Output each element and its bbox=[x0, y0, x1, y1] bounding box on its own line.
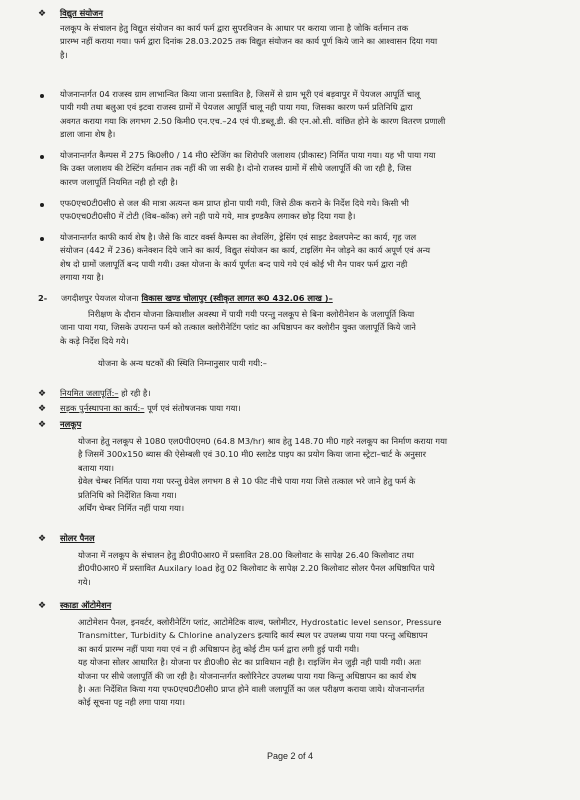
section-solar-title: सोलर पैनल bbox=[60, 533, 95, 543]
text-line: योजनान्तर्गत काफी कार्य शेष है। जैसे कि वाटर वर्क्स कैम्पस का लेवलिंग, ड्रेसिंग एवं साइट डेवलपमेन्ट का कार्य, गृह जल bbox=[60, 232, 417, 242]
text-line: कोई सूचना पट्ट नही लगा पाया गया। bbox=[78, 697, 186, 708]
section-electric-connection-title: विद्युत संयोजन bbox=[60, 8, 103, 18]
text-line: अवगत कराया गया कि लगभग 2.50 किमी0 एन.एच.–24 एवं पी.डब्लू.डी. की एन.ओ.सी. वांछित होने के कारण वितरण प्रणाली bbox=[60, 115, 446, 126]
section-scada-title: स्काडा ऑटोमेशन bbox=[60, 600, 112, 610]
scheme-name: जगदीशपुर पेयजल योजना bbox=[61, 293, 139, 303]
row-road-restoration bbox=[60, 402, 241, 415]
text-line: डाला जाना शेष है। bbox=[60, 129, 116, 140]
text-line: है। अतः निर्देशित किया गया एफ0एच0टी0सी0 प्राप्त होने वाली जलापूर्ति का जल परीक्षण कराया जाये। योजनान्तर्गत bbox=[78, 684, 425, 695]
text-line: नलकूप के संचालन हेतु विद्युत संयोजन का कार्य फर्म द्वारा सुपरविजन के आधार पर कराया जाना है जोकि वर्तमान तक bbox=[60, 23, 409, 33]
section-2-heading bbox=[38, 292, 558, 305]
text-line: योजना हेतु नलकूप से 1080 एल0पी0एम0 (64.8 M3/hr) श्राव हेतु 148.70 मी0 गहरे नलकूप का निर्माण कराया गया bbox=[78, 436, 448, 446]
section-electric-connection-text bbox=[60, 22, 560, 62]
diamond-bullet-icon: ❖ bbox=[38, 420, 47, 430]
bullet-dot bbox=[40, 155, 44, 159]
section-number: 2- bbox=[38, 293, 48, 303]
diamond-bullet-icon: ❖ bbox=[38, 534, 47, 544]
text-line: संयोजन (442 में 236) कनेक्शन दिये जाने का कार्य, विद्युत संयोजन का कार्य, टाइलिंग मेन जोड़ने का कार्य अपूर्ण एवं अन्य bbox=[60, 245, 431, 256]
diamond-bullet-icon: ❖ bbox=[38, 389, 47, 399]
bullet-dot bbox=[40, 203, 44, 207]
text-line: अर्थिंग चेम्बर निर्मित नहीं पाया गया। bbox=[78, 503, 185, 514]
text-line: जाना पाया गया, जिसके उपरान्त फर्म को तत्काल क्लोरीनेटिंग प्लांट का अधिष्ठापन कर क्लोरीन युक्त जलापूर्ति किये जाने bbox=[60, 322, 416, 333]
text-line: शेष दो ग्रामों जलापूर्ति बन्द पायी गयी। उक्त योजना के कार्य पूर्णतः बन्द पाये गये एवं कोई भी मैन पावर फर्म द्वारा नही bbox=[60, 258, 408, 269]
diamond-bullet-icon: ❖ bbox=[38, 9, 47, 19]
text-line: आटोमेशन पैनल, इनवर्टर, क्लोरीनेटिंग प्लांट, आटोमेटिक वाल्व, फ्लोमीटर, Hydrostatic level sensor, Pressure bbox=[78, 617, 442, 627]
section-solar-text bbox=[78, 549, 562, 589]
text-line: प्रतिनिधि को निर्देशित किया गया। bbox=[78, 489, 177, 500]
text-line: यह योजना सोलर आधारित है। योजना पर डी0जी0 सेट का प्राविधान नही है। राइजिंग मेन जुड़ी नही पायी गयी। अतः bbox=[78, 657, 421, 668]
text-line: कि उक्त जलाशय की टेस्टिंग वर्तमान तक नहीं की जा सकी है। दोनो राजस्व ग्रामों में सीधे जलापूर्ति की जा रही है, जिस bbox=[60, 163, 412, 174]
row-label: नियमित जलापूर्ति:– bbox=[60, 388, 119, 398]
row-label: सड़क पुर्नस्थापना का कार्य:– bbox=[60, 403, 145, 413]
text-line: योजनान्तर्गत कैम्पस में 275 कि0ली0 / 14 मी0 स्टेजिंग का शिरोपरि जलाशय (प्रीकास्ट) निर्मित पाया गया। यह भी पाया गया bbox=[60, 150, 436, 160]
section-scada-text bbox=[78, 616, 562, 710]
page-footer: Page 2 of 4 bbox=[266, 751, 314, 761]
row-regular-supply bbox=[60, 387, 150, 400]
text-line: प्रारम्भ नहीं कराया गया। फर्म द्वारा दिनांक 28.03.2025 तक विद्युत संयोजन का कार्य पूर्ण किये जाने का आश्वासन दिया गया bbox=[60, 36, 438, 47]
text-line: योजना पर सीधे जलापूर्ति की जा रही है। योजनान्तर्गत क्लोरिनेटर उपलब्ध पाया गया किन्तु अधिष्ठापन का कार्य शेष bbox=[78, 670, 417, 681]
text-line: निरीक्षण के दौरान योजना क्रियाशील अवस्था में पायी गयी परन्तु नलकूप से बिना क्लोरीनेशन के जलापूर्ति किया bbox=[88, 309, 415, 319]
section-tubewell-text bbox=[78, 435, 562, 515]
paragraph-overhead-tank bbox=[60, 149, 560, 189]
scheme-block-cost: विकास खण्ड चोलापुर (स्वीकृत लागत रू0 432.06 लाख )– bbox=[141, 293, 333, 303]
text-line: है। bbox=[60, 49, 68, 60]
text-line: गये। bbox=[78, 576, 91, 587]
text-line: योजनान्तर्गत 04 राजस्व ग्राम लाभान्वित किया जाना प्रस्तावित है, जिसमें से ग्राम भूरी एवं बड़वापुर में पेयजल आपूर्ति चालू bbox=[60, 89, 420, 99]
text-line: Transmitter, Turbidity & Chlorine analyzers इत्यादि कार्य स्थल पर उपलब्ध पाया गया परन्तु अधिष्ठापन bbox=[78, 630, 428, 641]
text-line: डी0पी0आर0 में प्रस्तावित Auxilary load हेतु 02 किलोवाट के सापेक्ष 2.20 किलोवाट सोलर पैनल अधिष्ठापित पाये bbox=[78, 563, 435, 574]
text-line: लगाया गया है। bbox=[60, 272, 104, 283]
section-2-text bbox=[60, 308, 560, 348]
row-value: पूर्ण एवं संतोषजनक पाया गया। bbox=[147, 403, 241, 413]
text-line: के कड़े निर्देश दिये गये। bbox=[60, 335, 129, 346]
section-2-tail: योजना के अन्य घटकों की स्थिति निम्नानुसार पायी गयी:– bbox=[98, 358, 267, 368]
bullet-dot bbox=[40, 94, 44, 98]
text-line: है जिसमें 300x150 ब्यास की ऐसेम्बली एवं 30.10 मी0 स्लाटेड पाइप का प्रयोग किया जाना स्ट्रेटा–चार्ट के अनुसार bbox=[78, 449, 426, 460]
paragraph-revenue-villages bbox=[60, 88, 560, 142]
text-line: एफ0एच0टी0सी0 से जल की मात्रा अत्यन्त कम प्राप्त होना पायी गयी, जिसे ठीक कराने के निर्देश दिये गये। किसी भी bbox=[60, 198, 409, 208]
paragraph-pending-work bbox=[60, 231, 560, 285]
paragraph-fhtc bbox=[60, 197, 560, 224]
text-line: ग्रेवेल चेम्बर निर्मित पाया गया परन्तु ग्रेवेल लगभग 8 से 10 फीट नीचे पाया गया जिसे तत्काल भरे जाने हेतु फर्म के bbox=[78, 476, 416, 487]
diamond-bullet-icon: ❖ bbox=[38, 601, 47, 611]
text-line: एफ0एच0टी0सी0 में टोटी (विब–कॉक) लगे नही पाये गये, मात्र इण्डकैप लगाकर छोड़ दिया गया है। bbox=[60, 211, 356, 222]
text-line: कारण जलापूर्ति नियमित नही हो रही है। bbox=[60, 176, 178, 187]
text-line: बताया गया। bbox=[78, 462, 114, 473]
row-value: हो रही है। bbox=[121, 388, 151, 398]
text-line: योजना में नलकूप के संचालन हेतु डी0पी0आर0 में प्रस्तावित 28.00 किलोवाट के सापेक्ष 26.40 किलोवाट तथा bbox=[78, 550, 414, 560]
section-tubewell-title: नलकूप bbox=[60, 419, 82, 429]
bullet-dot bbox=[40, 237, 44, 241]
text-line: पायी गयी तथा बलुआ एवं इटवा राजस्व ग्रामों में पेयजल आपूर्ति चालू नही पाया गया, जिसका कारण फर्म प्रतिनिधि द्वारा bbox=[60, 102, 413, 113]
diamond-bullet-icon: ❖ bbox=[38, 404, 47, 414]
text-line: का कार्य प्रारम्भ नहीं पाया गया एवं न ही अधिष्ठापन हेतु कोई टीम फर्म द्वारा लगी हुई पायी गयी। bbox=[78, 643, 360, 654]
